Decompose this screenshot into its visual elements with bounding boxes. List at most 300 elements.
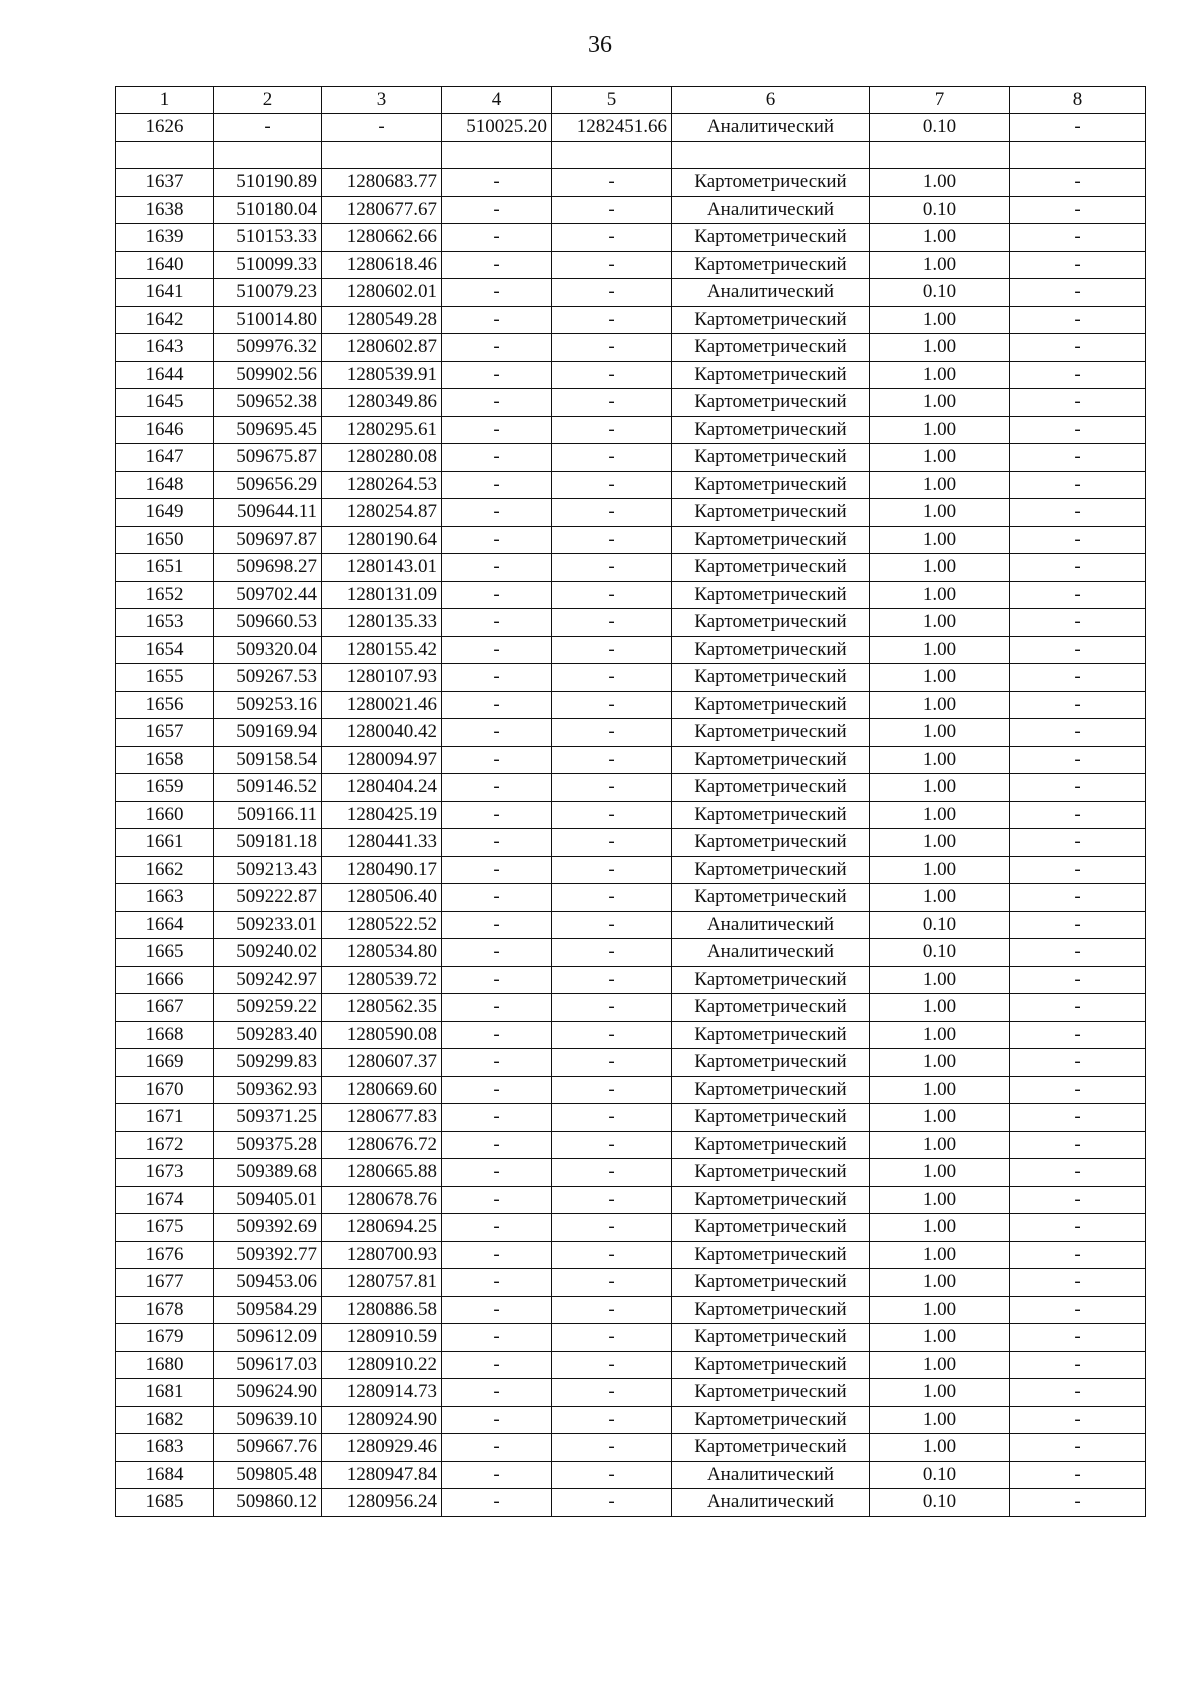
table-row <box>116 1434 1146 1462</box>
table-cell: 509320.04 <box>214 636 322 664</box>
table-cell: - <box>552 1104 672 1132</box>
table-cell: 1.00 <box>870 526 1010 554</box>
table-cell: 1280280.08 <box>322 444 442 472</box>
table-cell: 1280539.91 <box>322 361 442 389</box>
table-cell: 1677 <box>116 1269 214 1297</box>
table-cell: Картометрический <box>672 471 870 499</box>
table-cell: 509392.69 <box>214 1214 322 1242</box>
table-row <box>116 609 1146 637</box>
table-cell: 1673 <box>116 1159 214 1187</box>
table-cell: - <box>552 1406 672 1434</box>
table-cell <box>870 141 1010 169</box>
table-cell: - <box>1010 1461 1146 1489</box>
table-cell: 1280607.37 <box>322 1049 442 1077</box>
table-cell: - <box>442 1186 552 1214</box>
table-cell: 1.00 <box>870 471 1010 499</box>
table-cell: 510079.23 <box>214 279 322 307</box>
table-row <box>116 334 1146 362</box>
table-cell: 1665 <box>116 939 214 967</box>
table-cell: 1.00 <box>870 774 1010 802</box>
table-cell: Картометрический <box>672 1351 870 1379</box>
table-cell: 1280155.42 <box>322 636 442 664</box>
table-row <box>116 1489 1146 1517</box>
table-cell: 509222.87 <box>214 884 322 912</box>
table-cell: 1280135.33 <box>322 609 442 637</box>
table-cell: - <box>1010 114 1146 142</box>
table-cell: 1.00 <box>870 169 1010 197</box>
table-cell: - <box>1010 1434 1146 1462</box>
table-cell: Картометрический <box>672 1406 870 1434</box>
table-cell: 509158.54 <box>214 746 322 774</box>
table-cell: - <box>552 884 672 912</box>
table-cell: - <box>442 911 552 939</box>
table-cell: - <box>1010 581 1146 609</box>
table-cell: - <box>1010 746 1146 774</box>
table-cell: - <box>442 1434 552 1462</box>
table-cell: - <box>552 389 672 417</box>
table-cell: - <box>1010 471 1146 499</box>
table-cell: 1.00 <box>870 1159 1010 1187</box>
table-cell: Аналитический <box>672 196 870 224</box>
table-cell: 1280910.22 <box>322 1351 442 1379</box>
table-cell: - <box>442 361 552 389</box>
table-cell <box>322 141 442 169</box>
table-cell: - <box>1010 444 1146 472</box>
table-cell: 1656 <box>116 691 214 719</box>
table-cell: 1652 <box>116 581 214 609</box>
table-cell: Картометрический <box>672 389 870 417</box>
table-cell: - <box>552 169 672 197</box>
table-cell: - <box>442 829 552 857</box>
table-cell: - <box>552 361 672 389</box>
table-cell: 1.00 <box>870 691 1010 719</box>
table-cell: - <box>442 196 552 224</box>
table-row <box>116 554 1146 582</box>
table-cell: - <box>1010 1241 1146 1269</box>
table-row <box>116 224 1146 252</box>
table-row <box>116 746 1146 774</box>
table-cell: 1280618.46 <box>322 251 442 279</box>
table-cell: Картометрический <box>672 416 870 444</box>
table-cell: 509213.43 <box>214 856 322 884</box>
table-cell: 509166.11 <box>214 801 322 829</box>
table-cell: - <box>1010 1131 1146 1159</box>
table-cell: - <box>1010 306 1146 334</box>
table-row <box>116 169 1146 197</box>
table-cell: - <box>1010 994 1146 1022</box>
table-cell: - <box>552 1489 672 1517</box>
table-cell: Картометрический <box>672 334 870 362</box>
table-cell: - <box>442 581 552 609</box>
table-cell: 1679 <box>116 1324 214 1352</box>
table-cell: 1626 <box>116 114 214 142</box>
table-cell: 1639 <box>116 224 214 252</box>
table-row <box>116 1131 1146 1159</box>
table-cell: 1651 <box>116 554 214 582</box>
table-cell: 1.00 <box>870 801 1010 829</box>
table-cell: - <box>552 1351 672 1379</box>
table-cell: - <box>552 416 672 444</box>
table-cell: 509702.44 <box>214 581 322 609</box>
table-row <box>116 1159 1146 1187</box>
table-cell: - <box>1010 1296 1146 1324</box>
table-cell: 1638 <box>116 196 214 224</box>
table-cell: - <box>442 499 552 527</box>
table-cell: Аналитический <box>672 939 870 967</box>
table-cell: - <box>442 224 552 252</box>
table-cell: - <box>552 994 672 1022</box>
table-cell: 1280562.35 <box>322 994 442 1022</box>
table-cell: - <box>552 581 672 609</box>
table-cell: 1675 <box>116 1214 214 1242</box>
table-row <box>116 1186 1146 1214</box>
table-row <box>116 1021 1146 1049</box>
table-cell: 1280669.60 <box>322 1076 442 1104</box>
table-cell: Картометрический <box>672 499 870 527</box>
table-row <box>116 1379 1146 1407</box>
table-cell: - <box>442 1131 552 1159</box>
table-cell: 509695.45 <box>214 416 322 444</box>
table-row <box>116 471 1146 499</box>
table-cell: - <box>552 664 672 692</box>
table-cell: Картометрический <box>672 1186 870 1214</box>
table-cell: 509362.93 <box>214 1076 322 1104</box>
table-cell: - <box>1010 196 1146 224</box>
table-cell: Картометрический <box>672 581 870 609</box>
table-cell: 1.00 <box>870 664 1010 692</box>
table-cell: Аналитический <box>672 1489 870 1517</box>
table-cell: - <box>552 1131 672 1159</box>
table-cell: 1280295.61 <box>322 416 442 444</box>
table-cell: - <box>552 1434 672 1462</box>
table-cell: - <box>552 1214 672 1242</box>
table-cell: Картометрический <box>672 856 870 884</box>
table-cell: Картометрический <box>672 1434 870 1462</box>
table-cell: - <box>552 829 672 857</box>
table-row <box>116 829 1146 857</box>
coordinates-table <box>115 86 1146 1517</box>
table-cell: - <box>1010 224 1146 252</box>
table-cell: - <box>442 1104 552 1132</box>
table-cell: 509698.27 <box>214 554 322 582</box>
table-cell: - <box>442 1076 552 1104</box>
table-cell: - <box>442 471 552 499</box>
table-cell: 1280662.66 <box>322 224 442 252</box>
table-cell: 1669 <box>116 1049 214 1077</box>
table-cell: 1681 <box>116 1379 214 1407</box>
table-cell: 1645 <box>116 389 214 417</box>
table-cell: - <box>1010 1489 1146 1517</box>
table-cell: 1642 <box>116 306 214 334</box>
table-row <box>116 526 1146 554</box>
table-cell: 1660 <box>116 801 214 829</box>
table-cell: - <box>442 966 552 994</box>
table-cell: Аналитический <box>672 911 870 939</box>
table-cell: 1280040.42 <box>322 719 442 747</box>
table-cell: - <box>552 1159 672 1187</box>
table-cell: - <box>552 526 672 554</box>
table-cell: Картометрический <box>672 1104 870 1132</box>
table-cell: 1668 <box>116 1021 214 1049</box>
header-cell: 5 <box>552 87 672 114</box>
table-cell: Картометрический <box>672 251 870 279</box>
table-cell: 509644.11 <box>214 499 322 527</box>
table-row <box>116 801 1146 829</box>
table-cell: Картометрический <box>672 306 870 334</box>
table-cell: 509283.40 <box>214 1021 322 1049</box>
table-cell: 509267.53 <box>214 664 322 692</box>
table-cell: - <box>552 691 672 719</box>
table-cell: 1.00 <box>870 884 1010 912</box>
table-cell: 1280094.97 <box>322 746 442 774</box>
table-row <box>116 774 1146 802</box>
table-cell: 1280694.25 <box>322 1214 442 1242</box>
table-cell: Картометрический <box>672 1241 870 1269</box>
table-cell: 1280602.01 <box>322 279 442 307</box>
table-cell: - <box>442 1214 552 1242</box>
table-cell: 1280021.46 <box>322 691 442 719</box>
table-cell: - <box>442 1296 552 1324</box>
table-cell: - <box>442 416 552 444</box>
table-cell <box>214 141 322 169</box>
table-row <box>116 994 1146 1022</box>
table-cell: 1280404.24 <box>322 774 442 802</box>
table-cell: - <box>442 719 552 747</box>
table-cell: - <box>1010 774 1146 802</box>
table-row <box>116 114 1146 142</box>
table-cell: 1684 <box>116 1461 214 1489</box>
table-cell: 1662 <box>116 856 214 884</box>
table-cell: Картометрический <box>672 774 870 802</box>
table-cell: 509240.02 <box>214 939 322 967</box>
table-cell: 1280676.72 <box>322 1131 442 1159</box>
table-cell: 1664 <box>116 911 214 939</box>
table-row <box>116 1296 1146 1324</box>
table-cell: 509242.97 <box>214 966 322 994</box>
table-cell: - <box>442 279 552 307</box>
table-cell: 509389.68 <box>214 1159 322 1187</box>
table-cell: 509181.18 <box>214 829 322 857</box>
table-cell: 509860.12 <box>214 1489 322 1517</box>
table-row <box>116 884 1146 912</box>
table-cell: - <box>1010 499 1146 527</box>
table-cell: 1280602.87 <box>322 334 442 362</box>
table-cell: - <box>442 389 552 417</box>
table-cell: 509146.52 <box>214 774 322 802</box>
table-cell: 1666 <box>116 966 214 994</box>
table-cell: - <box>1010 334 1146 362</box>
table-cell: - <box>552 1269 672 1297</box>
table-row <box>116 196 1146 224</box>
table-cell: 509375.28 <box>214 1131 322 1159</box>
table-cell: - <box>1010 361 1146 389</box>
table-cell <box>552 141 672 169</box>
table-cell: - <box>442 801 552 829</box>
table-cell: - <box>1010 966 1146 994</box>
table-cell: Картометрический <box>672 829 870 857</box>
table-cell: - <box>552 939 672 967</box>
table-cell: - <box>442 306 552 334</box>
table-row <box>116 1241 1146 1269</box>
table-cell: - <box>1010 1406 1146 1434</box>
table-row <box>116 1049 1146 1077</box>
table-cell: 1640 <box>116 251 214 279</box>
table-cell: - <box>552 1324 672 1352</box>
table-header-row <box>116 87 1146 114</box>
table-cell: 1.00 <box>870 1131 1010 1159</box>
table-cell: - <box>552 196 672 224</box>
table-cell: 1.00 <box>870 1269 1010 1297</box>
table-cell: 510025.20 <box>442 114 552 142</box>
table-cell: 1643 <box>116 334 214 362</box>
table-cell: - <box>552 279 672 307</box>
table-cell: 1671 <box>116 1104 214 1132</box>
table-cell: 1.00 <box>870 251 1010 279</box>
table-row <box>116 664 1146 692</box>
table-cell: Картометрический <box>672 1324 870 1352</box>
table-cell: - <box>442 1324 552 1352</box>
table-cell: 1.00 <box>870 306 1010 334</box>
table-cell: 1.00 <box>870 224 1010 252</box>
table-cell: 1.00 <box>870 1406 1010 1434</box>
table-cell: 1280131.09 <box>322 581 442 609</box>
table-cell: 1661 <box>116 829 214 857</box>
table-cell: 0.10 <box>870 1461 1010 1489</box>
table-cell: 1280956.24 <box>322 1489 442 1517</box>
table-cell: 1.00 <box>870 1324 1010 1352</box>
table-cell: 509233.01 <box>214 911 322 939</box>
table-cell: - <box>1010 554 1146 582</box>
table-cell: 1.00 <box>870 1049 1010 1077</box>
table-cell: - <box>322 114 442 142</box>
table-cell: - <box>442 1461 552 1489</box>
table-cell: 509371.25 <box>214 1104 322 1132</box>
table-cell: 0.10 <box>870 196 1010 224</box>
table-cell: 1280678.76 <box>322 1186 442 1214</box>
table-cell: - <box>442 1379 552 1407</box>
table-cell: Картометрический <box>672 719 870 747</box>
table-cell: - <box>552 499 672 527</box>
table-cell: 1.00 <box>870 1379 1010 1407</box>
table-cell: Аналитический <box>672 1461 870 1489</box>
table-cell: 1.00 <box>870 829 1010 857</box>
header-cell: 1 <box>116 87 214 114</box>
table-cell: - <box>442 746 552 774</box>
table-cell: - <box>442 691 552 719</box>
table-cell: - <box>1010 1049 1146 1077</box>
table-cell: 1280254.87 <box>322 499 442 527</box>
table-cell: Картометрический <box>672 169 870 197</box>
table-cell: - <box>1010 1379 1146 1407</box>
table-cell: 1.00 <box>870 334 1010 362</box>
table-cell: 1.00 <box>870 966 1010 994</box>
table-cell: - <box>552 966 672 994</box>
table-row <box>116 1076 1146 1104</box>
table-cell: - <box>552 334 672 362</box>
table-cell: Картометрический <box>672 664 870 692</box>
table-cell: - <box>552 444 672 472</box>
table-cell: Картометрический <box>672 1049 870 1077</box>
table-cell: 1280757.81 <box>322 1269 442 1297</box>
table-cell: - <box>552 1379 672 1407</box>
table-cell: 1280190.64 <box>322 526 442 554</box>
table-cell: 1.00 <box>870 719 1010 747</box>
table-cell: Картометрический <box>672 224 870 252</box>
table-cell: 1280107.93 <box>322 664 442 692</box>
table-cell: Картометрический <box>672 1296 870 1324</box>
table-cell: - <box>1010 636 1146 664</box>
table-cell: 1.00 <box>870 636 1010 664</box>
table-cell: 1280929.46 <box>322 1434 442 1462</box>
table-cell: Картометрический <box>672 691 870 719</box>
table-cell: 1672 <box>116 1131 214 1159</box>
table-cell: 1280924.90 <box>322 1406 442 1434</box>
table-cell: - <box>442 1269 552 1297</box>
table-cell: 1653 <box>116 609 214 637</box>
table-cell: 1683 <box>116 1434 214 1462</box>
table-cell: Картометрический <box>672 636 870 664</box>
table-body <box>116 87 1146 1517</box>
table-cell: 509902.56 <box>214 361 322 389</box>
table-row <box>116 856 1146 884</box>
table-cell: Картометрический <box>672 609 870 637</box>
table-row <box>116 1351 1146 1379</box>
table-cell: - <box>1010 526 1146 554</box>
table-cell: 1678 <box>116 1296 214 1324</box>
table-cell: - <box>1010 1214 1146 1242</box>
table-cell: 509253.16 <box>214 691 322 719</box>
table-cell: 1637 <box>116 169 214 197</box>
table-cell <box>442 141 552 169</box>
table-cell: - <box>1010 1269 1146 1297</box>
table-cell: 1280914.73 <box>322 1379 442 1407</box>
table-cell: - <box>214 114 322 142</box>
header-cell: 8 <box>1010 87 1146 114</box>
table-cell: - <box>552 1049 672 1077</box>
table-cell: Картометрический <box>672 966 870 994</box>
table-cell: Картометрический <box>672 746 870 774</box>
table-cell: 509976.32 <box>214 334 322 362</box>
table-cell: 1647 <box>116 444 214 472</box>
table-cell: Картометрический <box>672 1214 870 1242</box>
table-row <box>116 1214 1146 1242</box>
table-cell: 1667 <box>116 994 214 1022</box>
table-cell: - <box>552 554 672 582</box>
table-cell: - <box>442 169 552 197</box>
table-cell: - <box>552 1076 672 1104</box>
table-cell: - <box>442 1241 552 1269</box>
table-cell: - <box>552 609 672 637</box>
table-cell: 1280490.17 <box>322 856 442 884</box>
table-cell: 1648 <box>116 471 214 499</box>
table-cell: 1.00 <box>870 499 1010 527</box>
table-cell: 1657 <box>116 719 214 747</box>
table-cell: - <box>442 526 552 554</box>
table-cell: 1682 <box>116 1406 214 1434</box>
table-row <box>116 1104 1146 1132</box>
table-cell: - <box>1010 1324 1146 1352</box>
table-cell: Аналитический <box>672 279 870 307</box>
table-cell <box>672 141 870 169</box>
table-cell: 1650 <box>116 526 214 554</box>
table-cell: - <box>442 554 552 582</box>
table-cell: 509453.06 <box>214 1269 322 1297</box>
table-cell: 1.00 <box>870 389 1010 417</box>
table-cell: 509584.29 <box>214 1296 322 1324</box>
table-cell: - <box>1010 389 1146 417</box>
table-cell: - <box>1010 691 1146 719</box>
table-cell: - <box>1010 279 1146 307</box>
